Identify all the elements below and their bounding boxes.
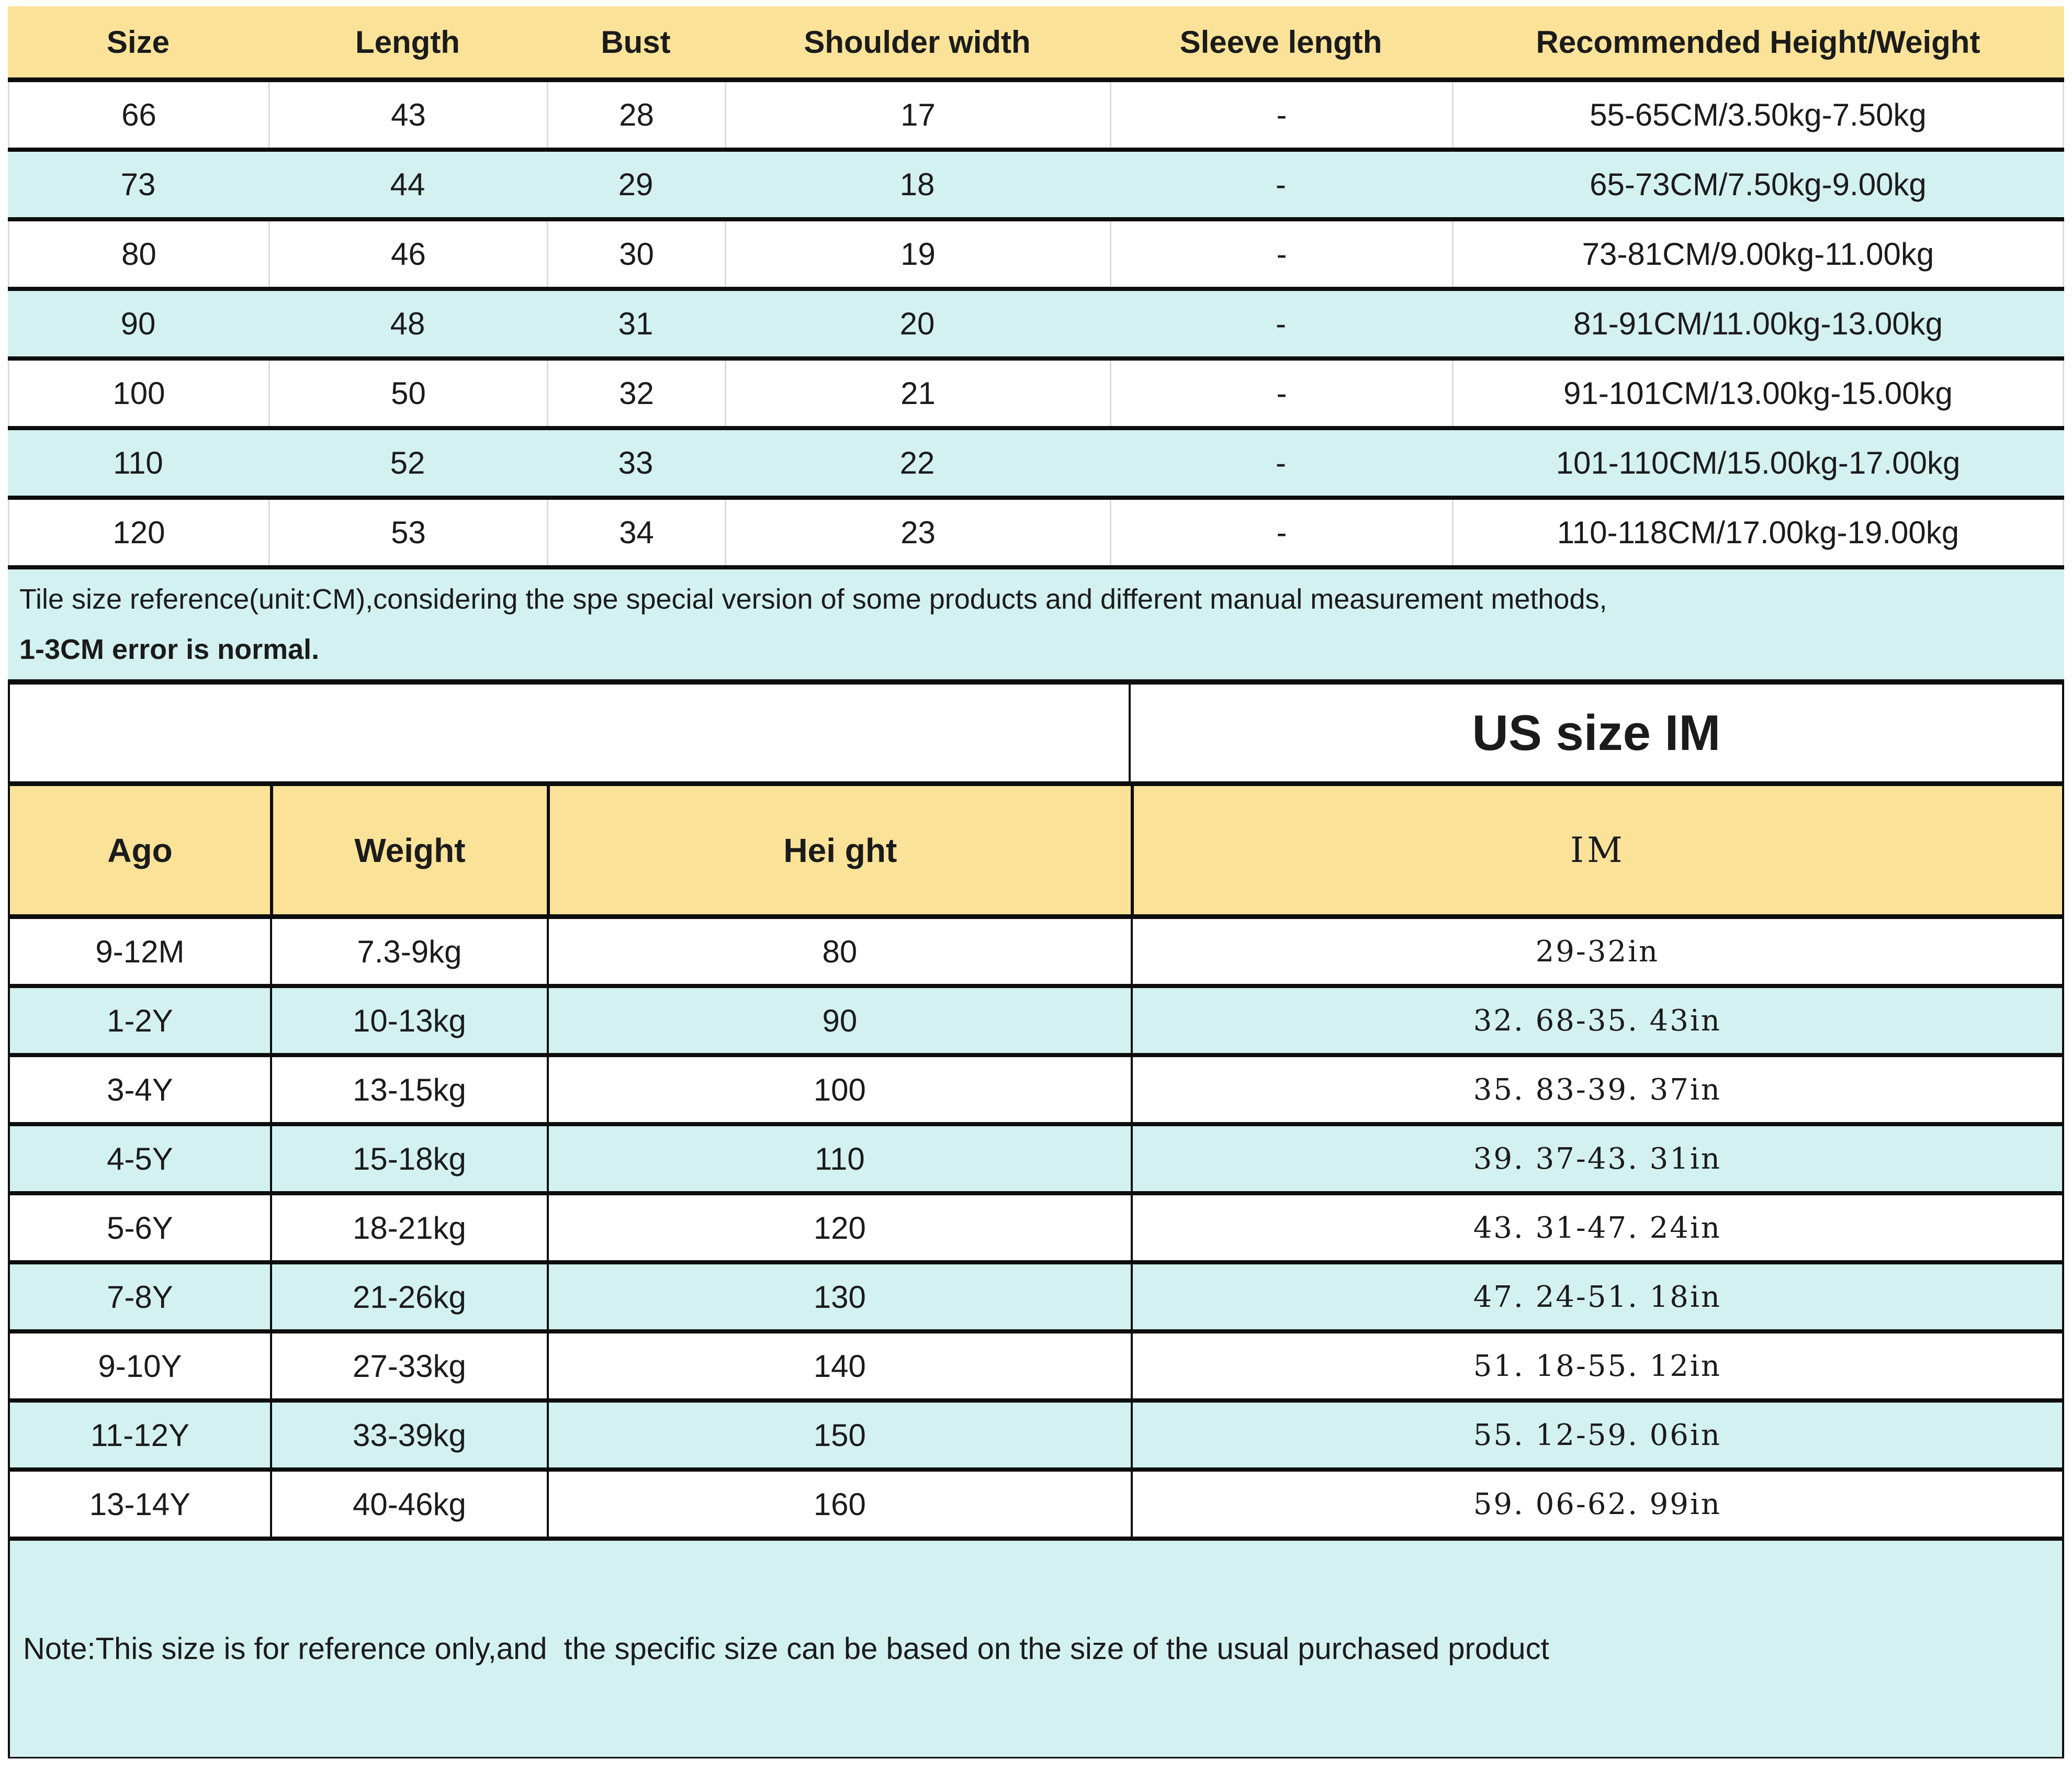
- table-cell: 55-65CM/3.50kg-7.50kg: [1452, 82, 2064, 148]
- table-row: [8, 152, 2064, 221]
- table-cell: -: [1276, 167, 1286, 202]
- header-size: Size: [106, 24, 170, 60]
- table-cell: 120: [8, 500, 268, 565]
- table-cell: 23: [725, 500, 1110, 565]
- table-cell: 43: [268, 82, 547, 148]
- table-cell: 18-21kg: [270, 1195, 547, 1260]
- table-cell: 18: [899, 167, 935, 202]
- table-cell: 9-10Y: [98, 1348, 182, 1384]
- table-row: [8, 500, 2064, 569]
- table-cell: 100: [8, 361, 268, 426]
- measurement-note: [8, 569, 2064, 685]
- table-row: [10, 1126, 2062, 1195]
- table-cell: 34: [547, 500, 725, 565]
- table-row: [8, 291, 2064, 361]
- measurement-table: [8, 6, 2064, 569]
- header-ago: Ago: [107, 831, 173, 869]
- table-cell: 31: [618, 306, 654, 341]
- table-cell: 110-118CM/17.00kg-19.00kg: [1452, 500, 2064, 565]
- table-cell: 39. 37-43. 31in: [1131, 1126, 2062, 1191]
- table-cell: 33-39kg: [270, 1403, 547, 1467]
- table-cell: 27-33kg: [270, 1333, 547, 1398]
- table-cell: 17: [725, 82, 1110, 148]
- table-cell: 53: [268, 500, 547, 565]
- table-cell: 3-4Y: [107, 1072, 173, 1107]
- table-cell: 81-91CM/11.00kg-13.00kg: [1573, 306, 1943, 341]
- header-weight: Weight: [270, 786, 547, 914]
- table-cell: 66: [8, 82, 268, 148]
- table-cell: -: [1110, 361, 1452, 426]
- table-cell: 130: [547, 1264, 1131, 1329]
- table-row: [8, 430, 2064, 500]
- table-cell: 40-46kg: [270, 1472, 547, 1537]
- header-length: Length: [355, 24, 460, 60]
- header-im: IM: [1131, 786, 2062, 914]
- us-size-table: [8, 685, 2064, 1758]
- table-cell: 4-5Y: [107, 1141, 173, 1176]
- table-cell: 59. 06-62. 99in: [1131, 1472, 2062, 1537]
- table-cell: 91-101CM/13.00kg-15.00kg: [1452, 361, 2064, 426]
- table-row: [8, 361, 2064, 430]
- header-height: Hei ght: [547, 786, 1131, 914]
- table-cell: 11-12Y: [90, 1417, 189, 1453]
- table-row: [10, 1057, 2062, 1126]
- table-cell: 52: [390, 445, 425, 480]
- table-cell: 80: [8, 221, 268, 287]
- table-cell: 10-13kg: [270, 988, 547, 1053]
- table-cell: 21: [725, 361, 1110, 426]
- us-size-title-row: [10, 685, 2062, 786]
- table-cell: 51. 18-55. 12in: [1131, 1333, 2062, 1398]
- table-cell: -: [1110, 82, 1452, 148]
- table-cell: 22: [899, 445, 935, 480]
- table-cell: -: [1110, 221, 1452, 287]
- table-cell: 19: [725, 221, 1110, 287]
- table-row: [10, 1264, 2062, 1333]
- header-sleeve-length: Sleeve length: [1179, 24, 1382, 60]
- table-cell: 100: [547, 1057, 1131, 1122]
- table-cell: 48: [390, 306, 425, 341]
- table-cell: 5-6Y: [107, 1210, 173, 1246]
- table-row: [8, 221, 2064, 291]
- us-table-corner-cell: [10, 685, 1131, 781]
- table-cell: 46: [268, 221, 547, 287]
- table-cell: 15-18kg: [270, 1126, 547, 1191]
- table-cell: 7-8Y: [107, 1279, 173, 1315]
- table-cell: 120: [547, 1195, 1131, 1260]
- table-row: [10, 988, 2062, 1057]
- table-cell: 150: [547, 1403, 1131, 1467]
- table-cell: 43. 31-47. 24in: [1131, 1195, 2062, 1260]
- table-cell: 21-26kg: [270, 1264, 547, 1329]
- table-cell: 110: [113, 445, 163, 480]
- table-row: [10, 1472, 2062, 1541]
- table-cell: 80: [547, 919, 1131, 984]
- table-cell: 55. 12-59. 06in: [1131, 1403, 2062, 1467]
- table-cell: -: [1276, 445, 1286, 480]
- table-cell: -: [1110, 500, 1452, 565]
- table-cell: 13-14Y: [89, 1486, 191, 1522]
- table-cell: 65-73CM/7.50kg-9.00kg: [1590, 167, 1927, 202]
- table-row: [10, 919, 2062, 988]
- table-cell: -: [1276, 306, 1286, 341]
- table-cell: 73-81CM/9.00kg-11.00kg: [1452, 221, 2064, 287]
- table-cell: 30: [547, 221, 725, 287]
- table-cell: 29: [618, 167, 654, 202]
- table-cell: 33: [618, 445, 654, 480]
- table-cell: 7.3-9kg: [270, 919, 547, 984]
- measurement-table-header-row: [8, 6, 2064, 82]
- table-cell: 160: [547, 1472, 1131, 1537]
- measurement-note-line2: 1-3CM error is normal.: [19, 634, 320, 665]
- table-row: [10, 1403, 2062, 1472]
- table-cell: 101-110CM/15.00kg-17.00kg: [1556, 445, 1961, 480]
- table-cell: 1-2Y: [107, 1003, 173, 1038]
- table-cell: 90: [547, 988, 1131, 1053]
- bottom-note: Note:This size is for reference only,and the specific size can be based on the size of the usual purchased product: [10, 1541, 2062, 1758]
- table-cell: 44: [390, 167, 425, 202]
- header-recommended: Recommended Height/Weight: [1536, 24, 1980, 60]
- table-cell: 110: [547, 1126, 1131, 1191]
- table-cell: 20: [899, 306, 935, 341]
- table-cell: 50: [268, 361, 547, 426]
- measurement-note-line1: Tile size reference(unit:CM),considering the spe special version of some products and different manual measurement methods,: [19, 584, 1607, 615]
- table-cell: 35. 83-39. 37in: [1131, 1057, 2062, 1122]
- table-cell: 73: [120, 167, 156, 202]
- us-size-title: US size IM: [1472, 704, 1721, 761]
- table-cell: 9-12M: [95, 934, 185, 969]
- table-cell: 29-32in: [1131, 919, 2062, 984]
- table-cell: 32: [547, 361, 725, 426]
- table-cell: 140: [547, 1333, 1131, 1398]
- header-shoulder-width: Shoulder width: [804, 24, 1031, 60]
- us-size-header-row: [10, 786, 2062, 919]
- table-cell: 47. 24-51. 18in: [1131, 1264, 2062, 1329]
- table-row: [8, 82, 2064, 152]
- table-cell: 90: [120, 306, 156, 341]
- header-bust: Bust: [601, 24, 671, 60]
- table-row: [10, 1195, 2062, 1264]
- table-cell: 13-15kg: [270, 1057, 547, 1122]
- table-cell: 32. 68-35. 43in: [1131, 988, 2062, 1053]
- table-row: [10, 1333, 2062, 1403]
- table-cell: 28: [547, 82, 725, 148]
